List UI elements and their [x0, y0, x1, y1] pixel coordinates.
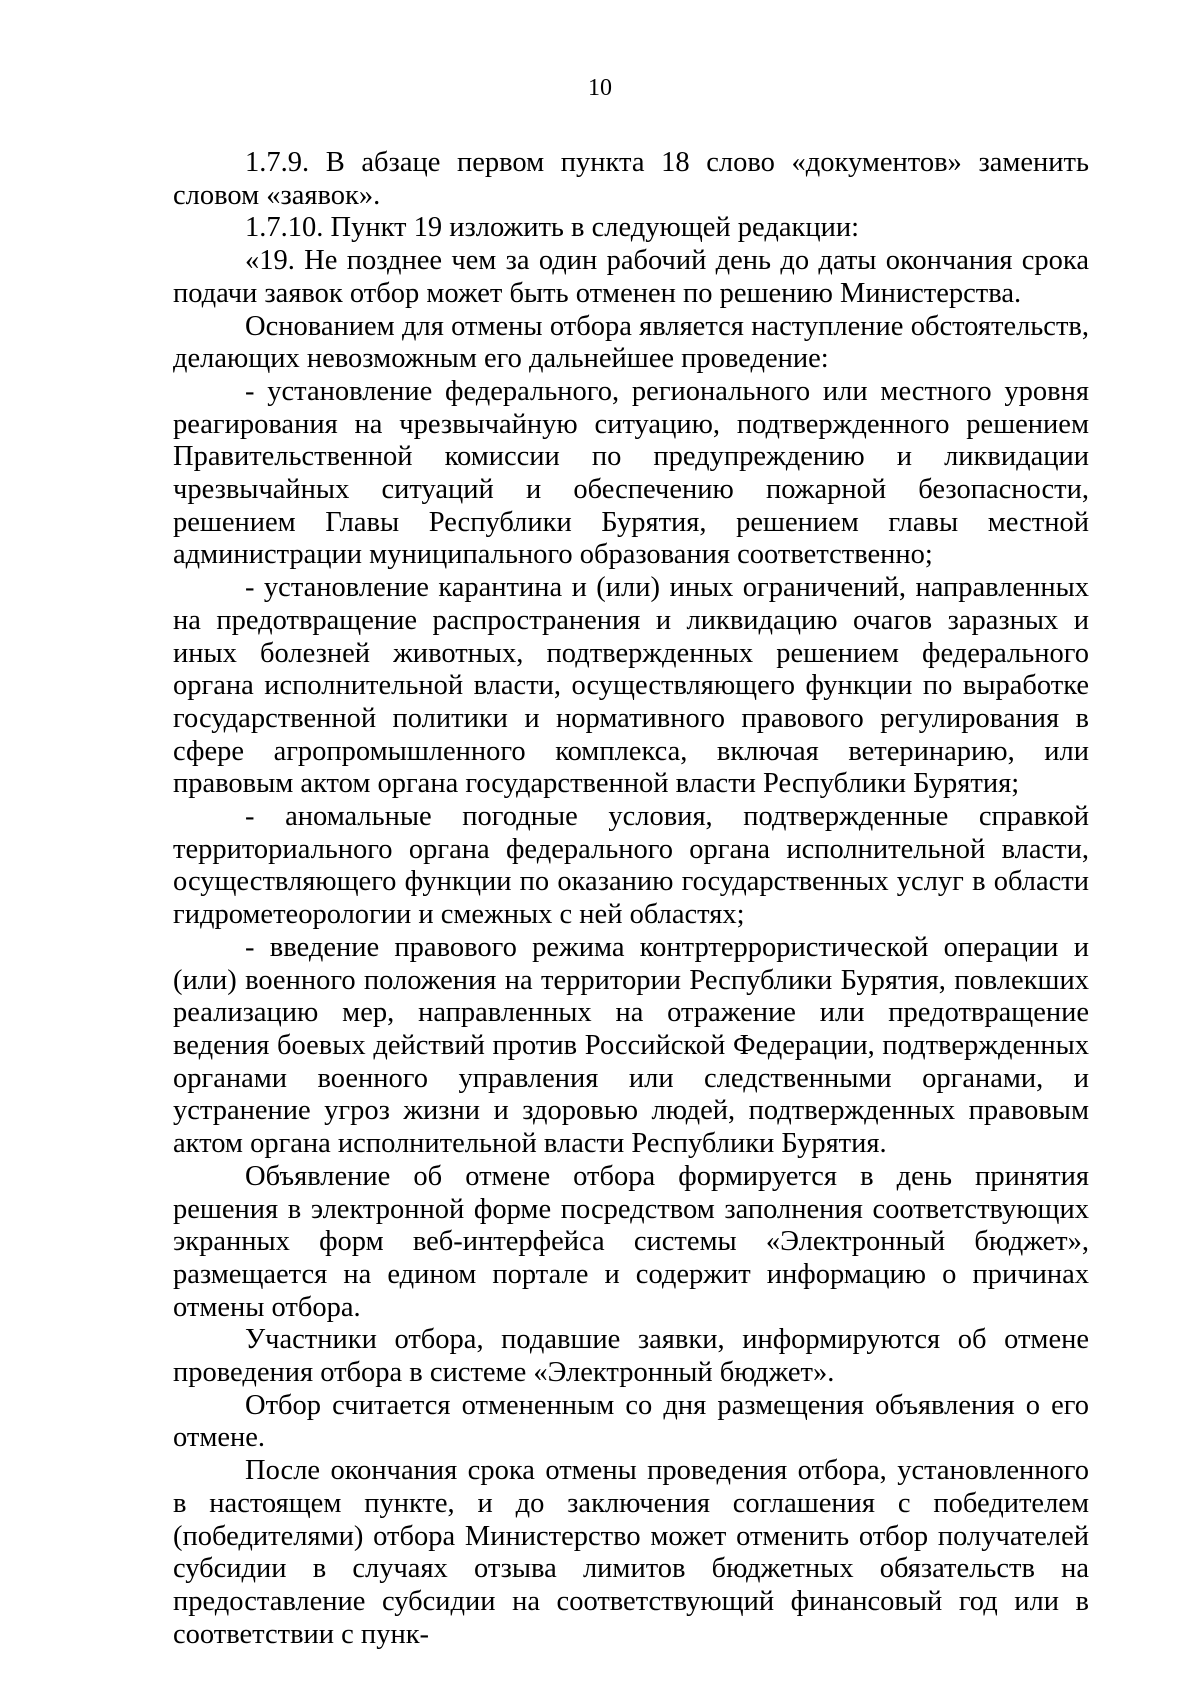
paragraph-cancellation-announcement: Объявление об отмене отбора формируется в день принятия решения в электронной форме посредством заполнения соответствующих экранных форм веб-интерфейса системы «Электронный бюджет», размещается на едином портале и содержит информацию о причинах отмены отбора.: [173, 1160, 1089, 1323]
paragraph-1-7-9: 1.7.9. В абзаце первом пункта 18 слово «документов» заменить словом «заявок».: [173, 147, 1089, 211]
list-item-emergency: - установление федерального, регионального или местного уровня реагирования на чрезвычайную ситуацию, подтвержденного решением Правительственной комиссии по предупреждению и ликвидации чрезвычайных ситуаций и обеспечению пожарной безопасности, решением Главы Республики Бурятия, решением главы местной администрации муниципального образования соответственно;: [173, 375, 1089, 571]
list-item-weather: - аномальные погодные условия, подтвержденные справкой территориального органа федерального органа исполнительной власти, осуществляющего функции по оказанию государственных услуг в области гидрометеорологии и смежных с ней областях;: [173, 801, 1089, 931]
paragraph-item-19: «19. Не позднее чем за один рабочий день до даты окончания срока подачи заявок отбор может быть отменен по решению Министерства.: [173, 245, 1089, 309]
paragraph-participants-informed: Участники отбора, подавшие заявки, информируются об отмене проведения отбора в системе «Электронный бюджет».: [173, 1324, 1089, 1389]
list-item-counter-terrorism: - введение правового режима контртеррористической операции и (или) военного положения на территории Республики Бурятия, повлекших реализацию мер, направленных на отражение или предотвращение ведения боевых действий против Российской Федерации, подтвержденных органами военного управления или следственными органами, и устранение угроз жизни и здоровью людей, подтвержденных правовым актом органа исполнительной власти Республики Бурятия.: [173, 931, 1089, 1160]
document-body: [173, 147, 1089, 1651]
paragraph-1-7-10: 1.7.10. Пункт 19 изложить в следующей редакции:: [245, 212, 859, 244]
paragraph-cancellation-effective: Отбор считается отмененным со дня размещения объявления о его отмене.: [173, 1389, 1089, 1454]
paragraph-after-cancellation-period: После окончания срока отмены проведения отбора, установленного в настоящем пункте, и до заключения соглашения с победителем (победителями) отбора Министерство может отменить отбор получателей субсидии в случаях отзыва лимитов бюджетных обязательств на предоставление субсидии на соответствующий финансовый год или в соответствии с пунк-: [173, 1455, 1089, 1650]
paragraph-grounds-for-cancellation: Основанием для отмены отбора является наступление обстоятельств, делающих невозможным его дальнейшее проведение:: [173, 310, 1089, 375]
page-number: 10: [588, 75, 612, 101]
list-item-quarantine: - установление карантина и (или) иных ограничений, направленных на предотвращение распространения и ликвидацию очагов заразных и иных болезней животных, подтвержденных решением федерального органа исполнительной власти, осуществляющего функции по выработке государственной политики и нормативного правового регулирования в сфере агропромышленного комплекса, включая ветеринарию, или правовым актом органа государственной власти Республики Бурятия;: [173, 572, 1089, 800]
